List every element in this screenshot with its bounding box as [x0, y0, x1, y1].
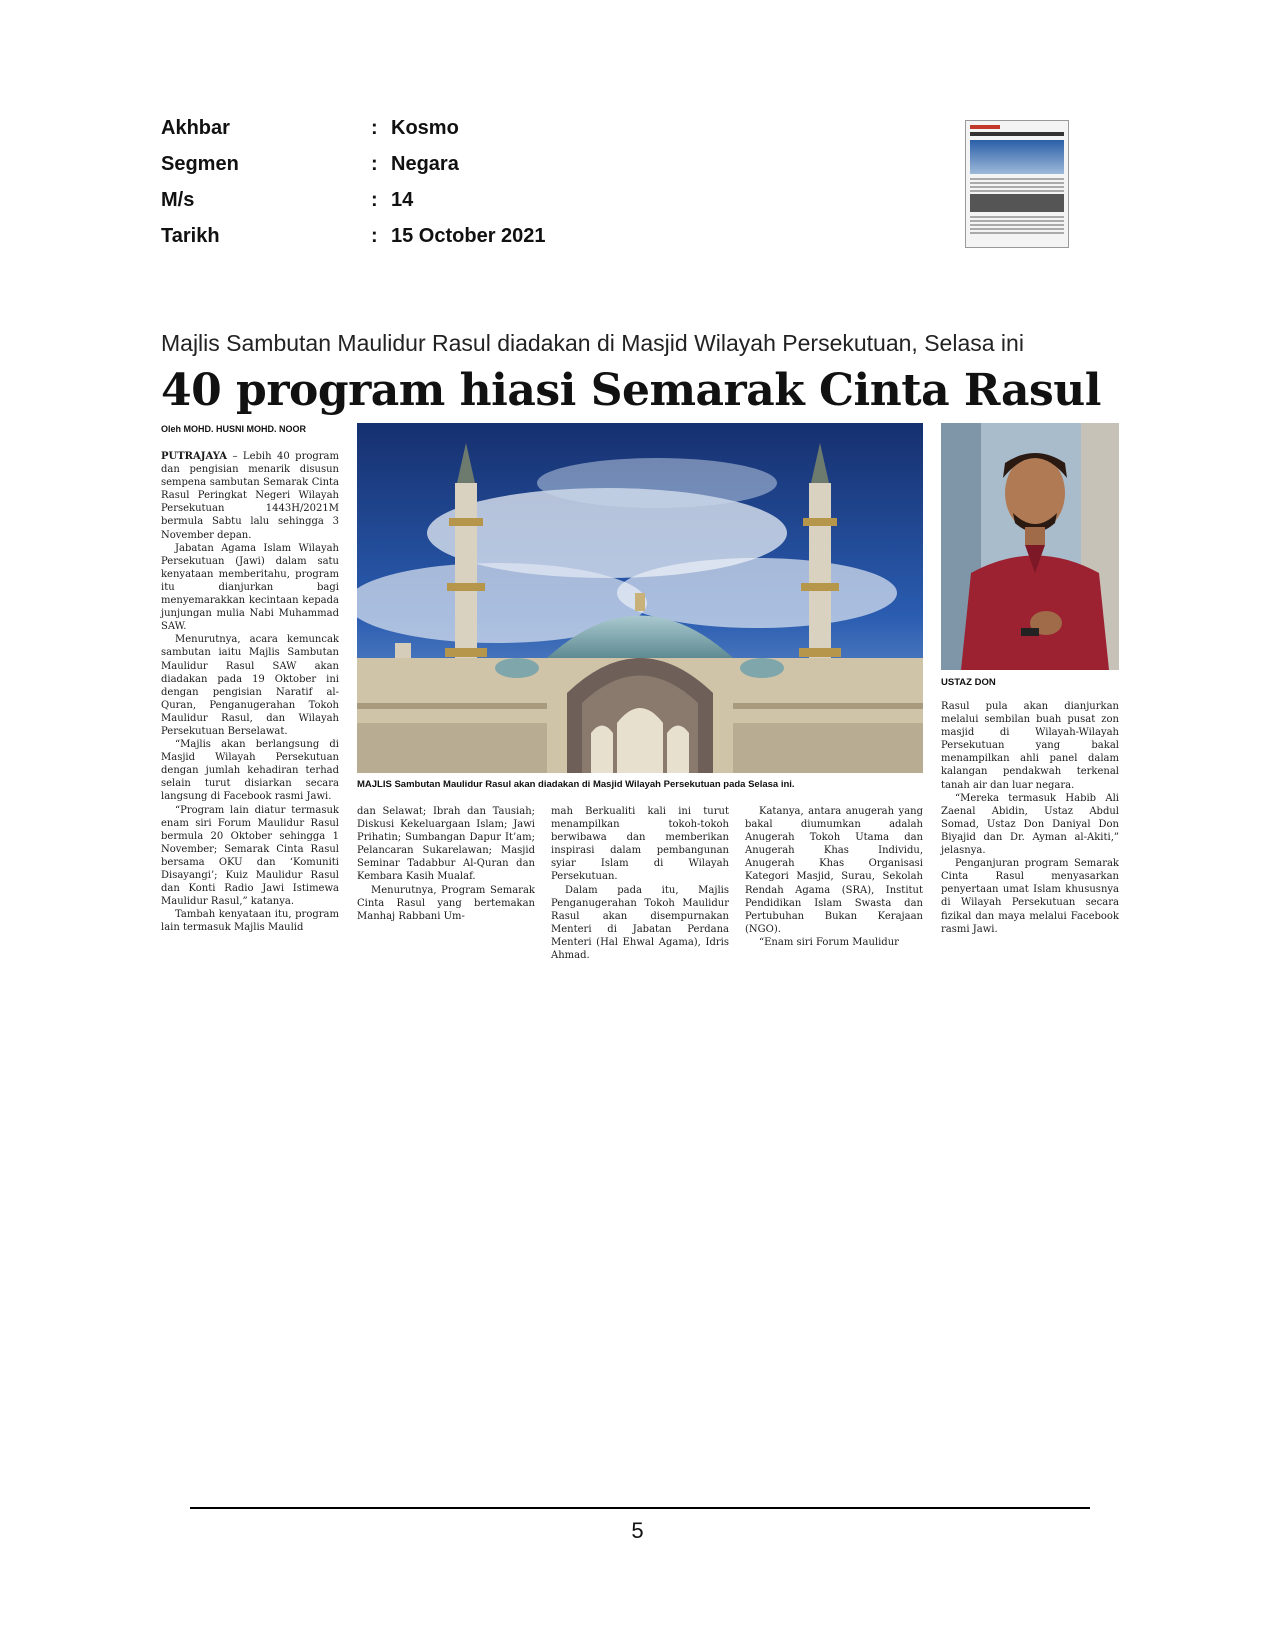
meta-value: 14 — [391, 188, 414, 211]
dateline: PUTRAJAYA — [161, 451, 228, 462]
paragraph: “Mereka termasuk Habib Ali Zaenal Abidin, Ustaz Abdul Somad, Ustaz Don Daniyal Don Biyajid dan Dr. Ayman al-Akiti,” jelasnya. — [941, 792, 1119, 857]
meta-label: Tarikh — [161, 224, 220, 247]
ustaz-photo-caption: USTAZ DON — [941, 677, 996, 688]
page-number: 5 — [631, 1518, 644, 1543]
meta-label: M/s — [161, 188, 195, 211]
meta-row-tarikh: Tarikh : 15 October 2021 — [161, 224, 546, 247]
meta-row-segmen: Segmen : Negara — [161, 152, 459, 175]
paragraph: – Lebih 40 program dan pengisian menarik disusun sempena sambutan Semarak Cinta Rasul Peringkat Negeri Wilayah Persekutuan 1443H/2021M bermula Sabtu lalu sehingga 3 November depan. — [161, 451, 339, 541]
page-thumbnail — [965, 120, 1069, 248]
paragraph: Katanya, antara anugerah yang bakal diumumkan adalah Anugerah Tokoh Utama dan Anugerah Khas Individu, Anugerah Khas Organisasi Kategori Masjid, Surau, Sekolah Rendah Agama (SRA), Institut Pendidikan Islam Swasta dan Pertubuhan Bukan Kerajaan (NGO). — [745, 806, 923, 935]
footer-divider — [190, 1507, 1090, 1509]
paragraph: mah Berkualiti kali ini turut menampilkan tokoh-tokoh berwibawa dan memberikan inspirasi dalam pembangunan syiar Islam di Wilayah Persekutuan. — [551, 806, 729, 883]
paragraph: Jabatan Agama Islam Wilayah Persekutuan (Jawi) dalam satu kenyataan memberitahu, program itu dianjurkan bagi menyemarakkan kecintaan kepada junjungan mulia Nabi Muhammad SAW. — [161, 542, 339, 633]
meta-value: Negara — [391, 152, 459, 175]
clipping-metadata — [161, 110, 621, 254]
article-column-2 — [357, 805, 535, 923]
meta-label: Akhbar — [161, 116, 230, 139]
article-column-4 — [745, 805, 923, 949]
mosque-photo — [357, 423, 923, 773]
paragraph: Rasul pula akan dianjurkan melalui sembilan buah pusat zon masjid di Wilayah-Wilayah Persekutuan yang bakal menampilkan ahli panel dalam kalangan pendakwah terkenal tanah air dan luar negara. — [941, 701, 1119, 791]
paragraph: Tambah kenyataan itu, program lain termasuk Majlis Maulid — [161, 909, 339, 934]
meta-value: Kosmo — [391, 116, 459, 139]
meta-label: Segmen — [161, 152, 239, 175]
paragraph: dan Selawat; Ibrah dan Tausiah; Diskusi Kekeluargaan Islam; Jawi Prihatin; Sumbangan Dapur It’am; Pelancaran Sukarelawan; Masjid Seminar Tadabbur Al-Quran dan Kembara Kasih Mualaf. — [357, 806, 535, 883]
article-byline: Oleh MOHD. HUSNI MOHD. NOOR — [161, 424, 307, 434]
meta-value: 15 October 2021 — [391, 224, 546, 247]
article-column-5 — [941, 700, 1119, 936]
ustaz-photo — [941, 423, 1119, 670]
paragraph: Menurutnya, Program Semarak Cinta Rasul yang bertemakan Manhaj Rabbani Um- — [357, 884, 535, 922]
paragraph: Penganjuran program Semarak Cinta Rasul menyasarkan penyertaan umat Islam khususnya di Wilayah Persekutuan secara fizikal dan maya melalui Facebook rasmi Jawi. — [941, 858, 1119, 935]
paragraph: Dalam pada itu, Majlis Penganugerahan Tokoh Maulidur Rasul akan disempurnakan Menteri di Jabatan Perdana Menteri (Hal Ehwal Agama), Idris Ahmad. — [551, 884, 729, 962]
article-column-3 — [551, 805, 729, 962]
paragraph: “Majlis akan berlangsung di Masjid Wilayah Persekutuan dengan jumlah kehadiran terhad selain turut disiarkan secara langsung di Facebook rasmi Jawi. — [161, 739, 339, 803]
paragraph: “Program lain diatur termasuk enam siri Forum Maulidur Rasul bermula 20 Oktober sehingga 1 November; Semarak Cinta Rasul bersama OKU dan ‘Komuniti Disayangi’; Kuiz Maulidur Rasul dan Konti Radio Jawi Istimewa Maulidur Rasul,” katanya. — [161, 804, 339, 908]
meta-row-page: M/s : 14 — [161, 188, 414, 211]
mosque-photo-caption: MAJLIS Sambutan Maulidur Rasul akan diadakan di Masjid Wilayah Persekutuan pada Selasa ini. — [357, 779, 795, 790]
paragraph: “Enam siri Forum Maulidur — [759, 936, 899, 948]
paragraph: Menurutnya, acara kemuncak sambutan iaitu Majlis Sambutan Maulidur Rasul SAW akan diadakan pada 19 Oktober ini dengan pengisian Naratif al-Quran, Penganugerahan Tokoh Maulidur Rasul, dan Wilayah Persekutuan Berselawat. — [161, 634, 339, 737]
meta-row-akhbar: Akhbar : Kosmo — [161, 116, 459, 139]
article-headline: 40 program hiasi Semarak Cinta Rasul — [161, 365, 1101, 416]
article-kicker: Majlis Sambutan Maulidur Rasul diadakan di Masjid Wilayah Persekutuan, Selasa ini — [161, 330, 1024, 356]
article-column-1 — [161, 450, 339, 934]
